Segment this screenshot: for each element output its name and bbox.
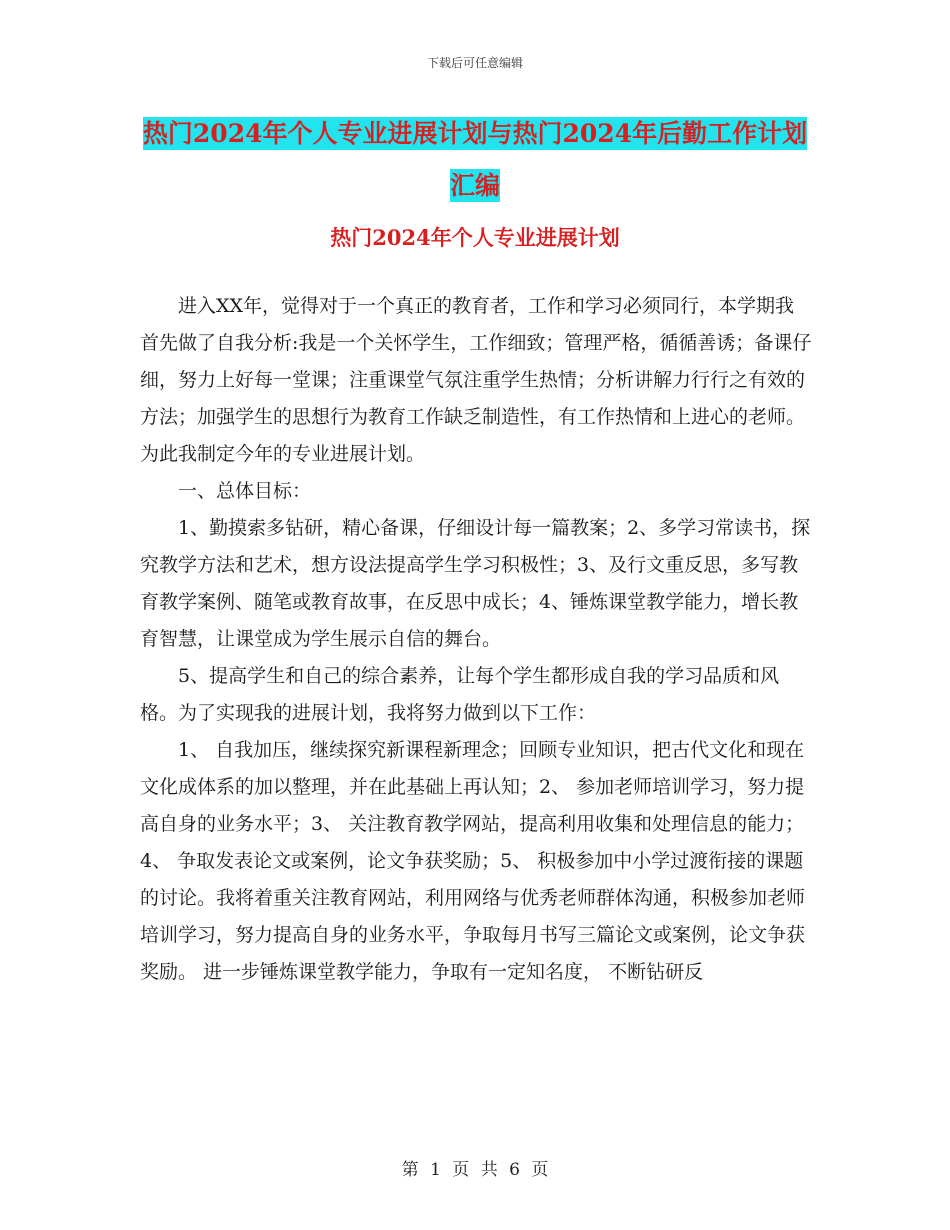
page-number: 第 1 页 共 6 页 bbox=[401, 1160, 549, 1180]
paragraph: 进入XX年，觉得对于一个真正的教育者，工作和学习必须同行，本学期我首先做了自我分析:我是一个关怀学生，工作细致；管理严格，循循善诱；备课仔细，努力上好每一堂课；注重课堂气氛注重学生热情；分析讲解力行行之有效的方法；加强学生的思想行为教育工作缺乏制造性，有工作热情和上进心的老师。为此我制定今年的专业进展计划。 bbox=[140, 295, 812, 465]
paragraph: 5、提高学生和自己的综合素养，让每个学生都形成自我的学习品质和风格。为了实现我的进展计划，我将努力做到以下工作： bbox=[140, 665, 780, 724]
paragraph: 一、总体目标： bbox=[178, 480, 312, 502]
paragraph: 1、勤摸索多钻研，精心备课，仔细设计每一篇教案；2、多学习常读书，探究教学方法和艺术，想方设法提高学生学习积极性；3、及行文重反思，多写教育教学案例、随笔或教育故事，在反思中成长；4、锤炼课堂教学能力，增长教育智慧，让课堂成为学生展示自信的舞台。 bbox=[140, 517, 811, 650]
document-title bbox=[140, 108, 810, 212]
document-title-text: 热门2024年个人专业进展计划与热门2024年后勤工作计划汇编 bbox=[142, 119, 808, 200]
header-note: 下载后可任意编辑 bbox=[426, 56, 523, 70]
paragraph: 1、 自我加压，继续探究新课程新理念；回顾专业知识，把古代文化和现在文化成体系的加以整理，并在此基础上再认知；2、 参加老师培训学习，努力提高自身的业务水平；3、 关注教育教学网站，提高利用收集和处理信息的能力；4、 争取发表论文或案例，论文争获奖励；5、 积极参加中小学过渡衔接的课题的讨论。我将着重关注教育网站，利用网络与优秀老师群体沟通，积极参加老师培训学习，努力提高自身的业务水平，争取每月书写三篇论文或案例，论文争获奖励。 进一步锤炼课堂教学能力，争取有一定知名度， 不断钻研反 bbox=[140, 739, 806, 983]
section-title: 热门2024年个人专业进展计划 bbox=[330, 225, 620, 250]
document-body bbox=[140, 288, 812, 991]
